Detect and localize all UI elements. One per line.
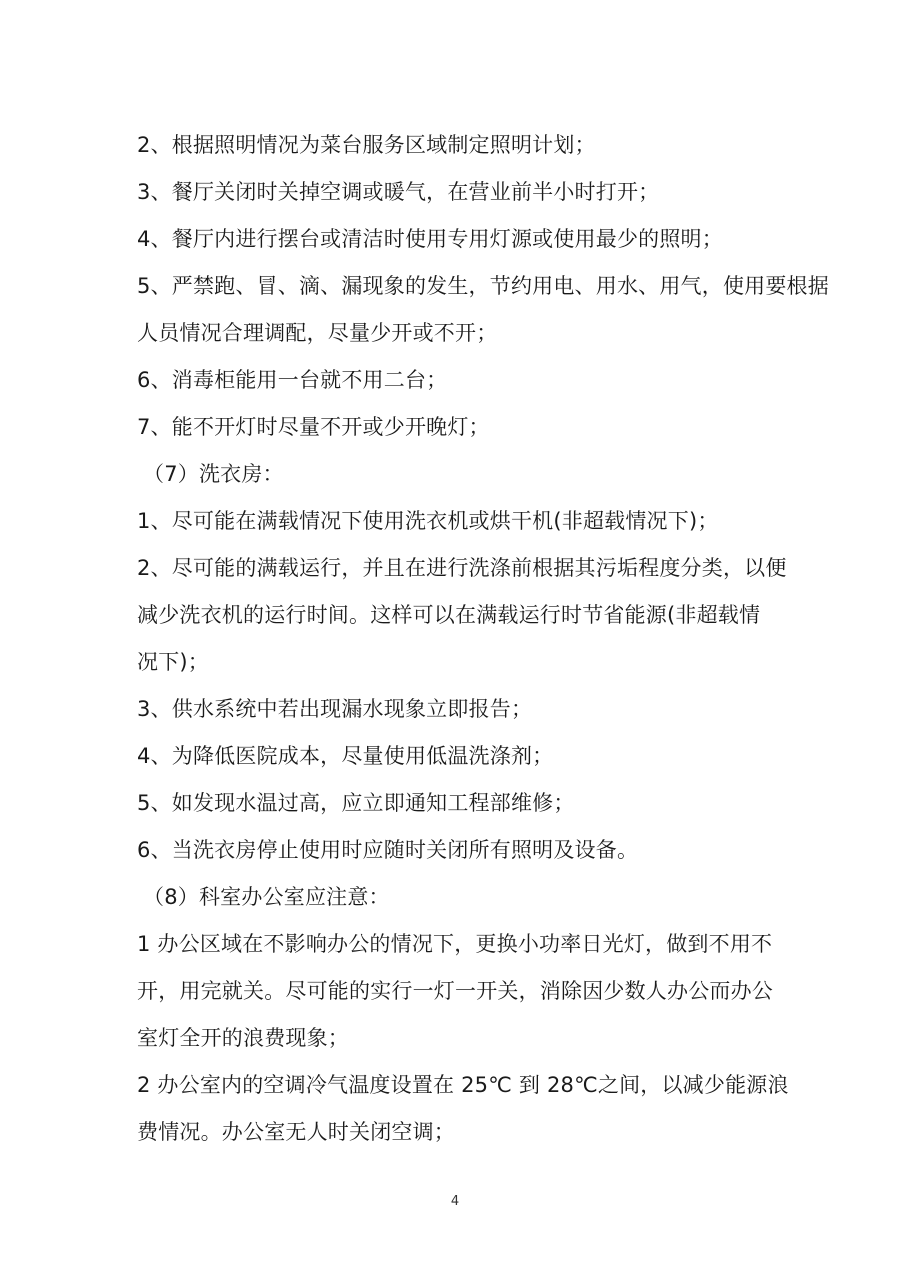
text-line: 5、如发现水温过高，应立即通知工程部维修； [137,791,575,815]
text-line: 1 办公区域在不影响办公的情况下，更换小功率日光灯，做到不用不 [137,932,773,956]
text-line: 4、为降低医院成本，尽量使用低温洗涤剂； [137,744,554,768]
text-line: 况下)； [137,650,209,674]
text-line: 1、尽可能在满载情况下使用洗衣机或烘干机(非超载情况下)； [137,509,719,533]
text-line: 3、供水系统中若出现漏水现象立即报告； [137,697,533,721]
text-line: 人员情况合理调配，尽量少开或不开； [137,321,498,345]
text-line: 5、严禁跑、冒、滴、漏现象的发生，节约用电、用水、用气，使用要根据 [137,274,829,298]
text-line: 室灯全开的浪费现象； [137,1026,349,1050]
text-line: 2 办公室内的空调冷气温度设置在 25℃ 到 28℃之间，以减少能源浪 [137,1073,789,1097]
text-line: 6、当洗衣房停止使用时应随时关闭所有照明及设备。 [137,838,639,862]
text-line: 7、能不开灯时尽量不开或少开晚灯； [137,415,490,439]
text-line: 6、消毒柜能用一台就不用二台； [137,368,448,392]
section-heading-laundry: （7）洗衣房： [143,462,284,486]
section-heading-office: （8）科室办公室应注意： [143,885,390,909]
text-line: 4、餐厅内进行摆台或清洁时使用专用灯源或使用最少的照明； [137,227,723,251]
text-line: 开，用完就关。尽可能的实行一灯一开关，消除因少数人办公而办公 [137,979,773,1003]
text-line: 减少洗衣机的运行时间。这样可以在满载运行时节省能源(非超载情 [137,603,761,627]
document-body [137,122,829,1156]
page-number: 4 [450,1194,460,1209]
text-line: 3、餐厅关闭时关掉空调或暖气，在营业前半小时打开； [137,180,660,204]
text-line: 费情况。办公室无人时关闭空调； [137,1120,455,1144]
text-line: 2、根据照明情况为菜台服务区域制定照明计划； [137,133,596,157]
text-line: 2、尽可能的满载运行，并且在进行洗涤前根据其污垢程度分类，以便 [137,556,787,580]
